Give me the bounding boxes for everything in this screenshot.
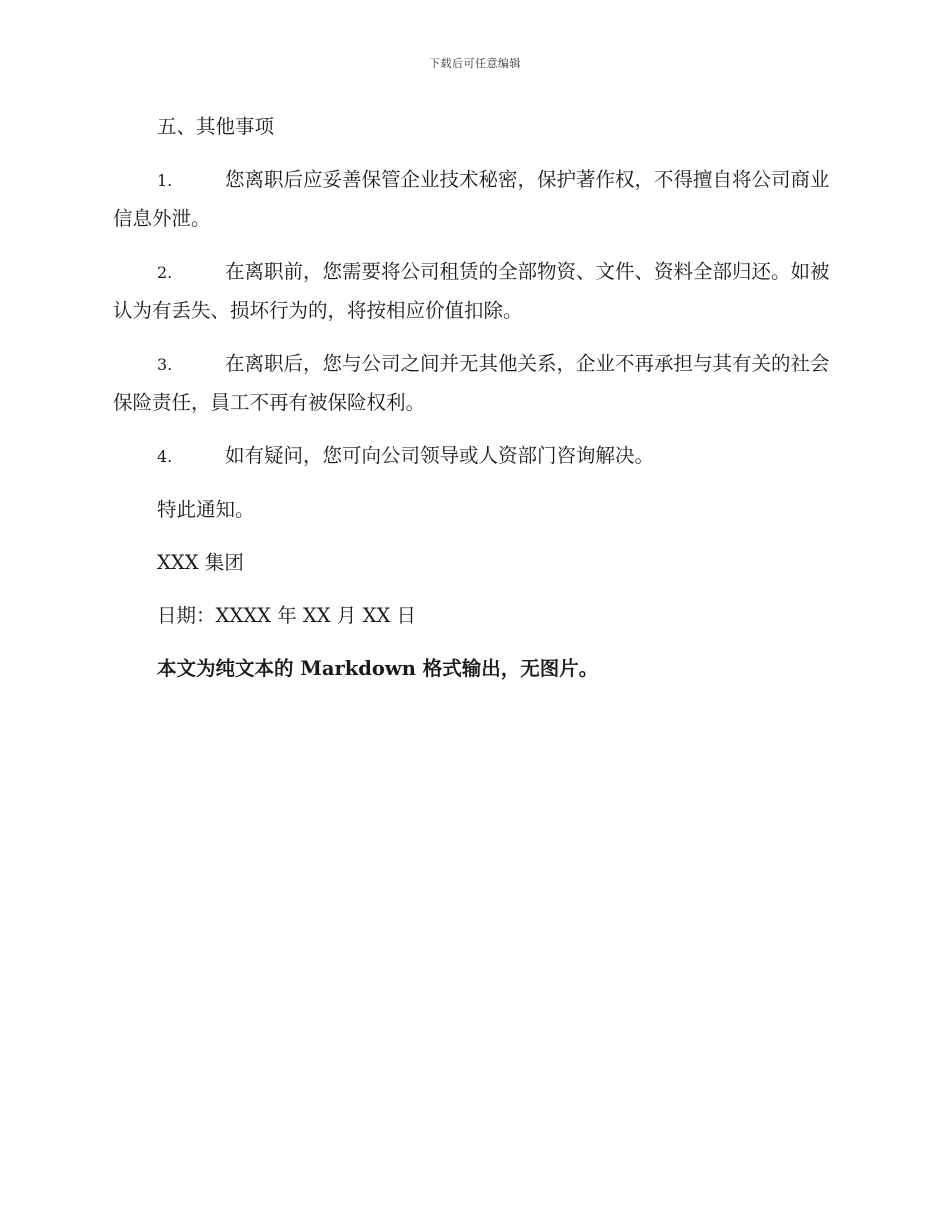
list-item-text: 您离职后应妥善保管企业技术秘密，保护著作权，不得擅自将公司商业信息外泄。 — [113, 168, 830, 230]
document-date: 日期：XXXX 年 XX 月 XX 日 — [157, 604, 417, 627]
list-item-number: 1. — [157, 171, 173, 190]
list-item-text: 在离职后，您与公司之间并无其他关系，企业不再承担与其有关的社会保险责任，員工不再有被保险权利。 — [113, 352, 830, 414]
list-item — [113, 161, 835, 238]
page-header: 下载后可任意编辑 — [429, 57, 521, 70]
list-item — [113, 253, 835, 330]
list-item-text: 在离职前，您需要将公司租赁的全部物资、文件、资料全部归还。如被认为有丢失、损坏行为的，将按相应价值扣除。 — [113, 260, 830, 322]
company-signature: XXX 集团 — [157, 551, 244, 574]
list-item — [113, 345, 835, 422]
list-item-number: 3. — [157, 355, 173, 374]
closing-notice: 特此通知。 — [157, 498, 255, 521]
list-item — [113, 437, 835, 476]
list-item-number: 4. — [157, 447, 173, 466]
section-title: 五、其他事项 — [157, 115, 275, 138]
document-footnote: 本文为纯文本的 Markdown 格式输出，无图片。 — [157, 657, 599, 680]
list-item-text: 如有疑问，您可向公司领导或人资部门咨询解决。 — [225, 444, 655, 467]
list-item-number: 2. — [157, 263, 173, 282]
document-body — [113, 108, 835, 688]
